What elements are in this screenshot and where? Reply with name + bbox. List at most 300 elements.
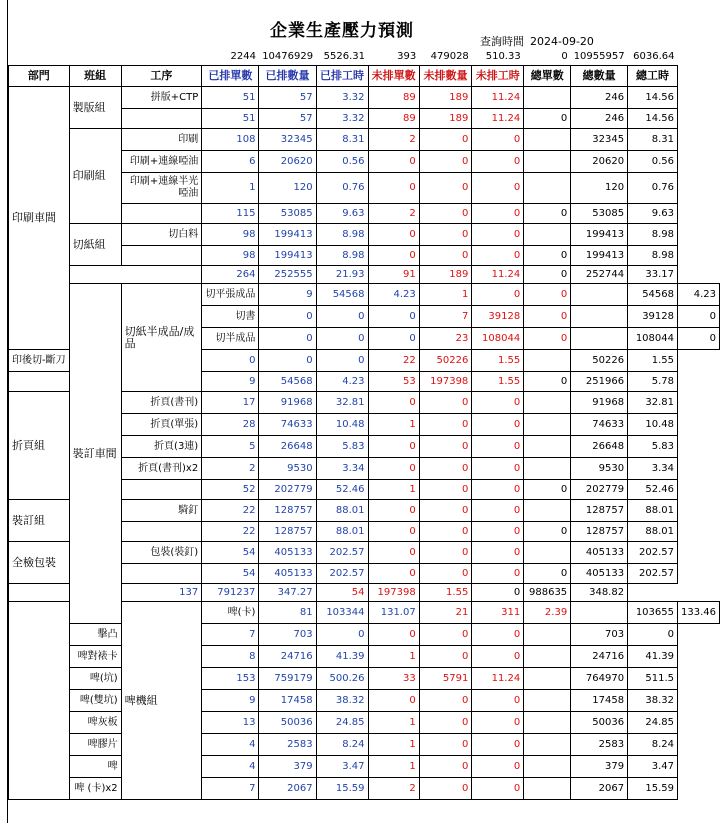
- process-cell: 印刷+連線半光啞油: [121, 173, 202, 204]
- value-cell: 4: [202, 756, 259, 778]
- column-header: 總數量: [571, 66, 628, 87]
- value-cell: 0: [678, 306, 720, 328]
- value-cell: 91968: [571, 392, 628, 414]
- value-cell: 1: [368, 646, 419, 668]
- value-cell: 0: [316, 328, 368, 350]
- subtotal-spacer: [9, 584, 122, 602]
- value-cell: [571, 306, 628, 328]
- value-cell: 98: [202, 246, 259, 266]
- value-cell: 11.24: [472, 109, 524, 129]
- value-cell: 0: [472, 224, 524, 246]
- value-cell: 0: [419, 522, 472, 542]
- value-cell: 128757: [571, 522, 628, 542]
- group-cell: 折頁組: [9, 392, 70, 500]
- process-cell: 切白料: [121, 224, 202, 246]
- process-cell: 啤對裱卡: [69, 646, 121, 668]
- process-row: [9, 87, 720, 109]
- subtotal-spacer: [121, 522, 202, 542]
- column-header: 未排單數: [368, 66, 419, 87]
- subtotal-spacer: [121, 480, 202, 500]
- value-cell: 32345: [259, 129, 316, 151]
- value-cell: 0: [419, 756, 472, 778]
- process-cell: 印後切-斷刀: [9, 350, 70, 372]
- process-cell: 印刷: [121, 129, 202, 151]
- value-cell: 57: [259, 109, 316, 129]
- value-cell: 0: [472, 690, 524, 712]
- value-cell: 0: [368, 224, 419, 246]
- value-cell: 0: [419, 624, 472, 646]
- value-cell: 103344: [316, 602, 368, 624]
- column-header: 已排工時: [316, 66, 368, 87]
- value-cell: 0: [368, 328, 419, 350]
- value-cell: 0: [524, 306, 571, 328]
- value-cell: 0: [419, 646, 472, 668]
- value-cell: 33.17: [628, 266, 678, 284]
- group-cell: 製版組: [69, 87, 121, 129]
- value-cell: 50036: [259, 712, 316, 734]
- value-cell: 0: [419, 458, 472, 480]
- value-cell: 128757: [259, 500, 316, 522]
- process-cell: 啤: [69, 756, 121, 778]
- value-cell: 2.39: [524, 602, 571, 624]
- value-cell: 91: [368, 266, 419, 284]
- subtotal-spacer: [121, 109, 202, 129]
- value-cell: 264: [202, 266, 259, 284]
- process-row: [9, 734, 720, 756]
- subtotal-spacer: [121, 204, 202, 224]
- value-cell: 0: [419, 224, 472, 246]
- column-header: 已排數量: [259, 66, 316, 87]
- value-cell: 252555: [259, 266, 316, 284]
- value-cell: 311: [472, 602, 524, 624]
- value-cell: 1: [368, 712, 419, 734]
- value-cell: 22: [202, 522, 259, 542]
- value-cell: 1.55: [472, 350, 524, 372]
- process-cell: 拼版+CTP: [121, 87, 202, 109]
- value-cell: 2067: [259, 778, 316, 800]
- column-header: 工序: [121, 66, 202, 87]
- value-cell: 1: [202, 173, 259, 204]
- value-cell: 108044: [628, 328, 678, 350]
- process-cell: 啤(卡): [202, 602, 259, 624]
- value-cell: 0: [472, 151, 524, 173]
- value-cell: 0: [472, 129, 524, 151]
- group-cell: 切紙組: [69, 224, 121, 266]
- value-cell: 0: [368, 246, 419, 266]
- value-cell: [524, 87, 571, 109]
- value-cell: 0: [419, 480, 472, 500]
- value-cell: 0: [316, 306, 368, 328]
- value-cell: 0: [524, 328, 571, 350]
- process-row: [9, 690, 720, 712]
- value-cell: 0: [472, 712, 524, 734]
- value-cell: 764970: [571, 668, 628, 690]
- value-cell: 1: [368, 480, 419, 500]
- value-cell: 0: [368, 500, 419, 522]
- value-cell: 32345: [571, 129, 628, 151]
- value-cell: 10.48: [628, 414, 678, 436]
- value-cell: 0: [419, 500, 472, 522]
- value-cell: 0.76: [628, 173, 678, 204]
- value-cell: [524, 734, 571, 756]
- value-cell: 54: [202, 542, 259, 564]
- value-cell: 3.47: [316, 756, 368, 778]
- value-cell: 0: [472, 584, 524, 602]
- value-cell: 128757: [571, 500, 628, 522]
- value-cell: 189: [419, 87, 472, 109]
- value-cell: 0: [524, 204, 571, 224]
- value-cell: 0: [678, 328, 720, 350]
- value-cell: 3.47: [628, 756, 678, 778]
- value-cell: 0: [419, 414, 472, 436]
- value-cell: 0: [259, 350, 316, 372]
- value-cell: 0: [472, 204, 524, 224]
- value-cell: 405133: [571, 542, 628, 564]
- column-header: 未排數量: [419, 66, 472, 87]
- value-cell: 0: [368, 690, 419, 712]
- value-cell: 2583: [571, 734, 628, 756]
- value-cell: 98: [202, 224, 259, 246]
- value-cell: 0: [472, 564, 524, 584]
- value-cell: 0: [472, 500, 524, 522]
- value-cell: 8.24: [316, 734, 368, 756]
- value-cell: 14.56: [628, 109, 678, 129]
- value-cell: 38.32: [628, 690, 678, 712]
- value-cell: 8.31: [628, 129, 678, 151]
- value-cell: 0: [524, 522, 571, 542]
- value-cell: 199413: [571, 224, 628, 246]
- value-cell: 0: [472, 756, 524, 778]
- value-cell: 5.83: [316, 436, 368, 458]
- value-cell: 0: [419, 778, 472, 800]
- value-cell: 0: [368, 173, 419, 204]
- value-cell: 57: [259, 87, 316, 109]
- value-cell: 0: [419, 542, 472, 564]
- value-cell: 13: [202, 712, 259, 734]
- value-cell: 202779: [571, 480, 628, 500]
- value-cell: 15.59: [316, 778, 368, 800]
- value-cell: 1: [368, 734, 419, 756]
- value-cell: [524, 414, 571, 436]
- value-cell: 9530: [259, 458, 316, 480]
- group-cell: 啤機組: [121, 602, 202, 800]
- value-cell: 202.57: [316, 542, 368, 564]
- value-cell: 21: [419, 602, 472, 624]
- department-subtotal-row: [9, 584, 720, 602]
- value-cell: 0: [472, 436, 524, 458]
- value-cell: 0: [368, 306, 419, 328]
- value-cell: 108044: [472, 328, 524, 350]
- value-cell: 4.23: [368, 284, 419, 306]
- report-title: 企業生產壓力預測: [270, 21, 414, 41]
- value-cell: 0: [419, 392, 472, 414]
- value-cell: 54568: [316, 284, 368, 306]
- value-cell: 347.27: [259, 584, 316, 602]
- value-cell: 703: [259, 624, 316, 646]
- value-cell: 246: [571, 87, 628, 109]
- value-cell: [524, 778, 571, 800]
- totals-spacer: [121, 48, 202, 66]
- value-cell: 189: [419, 109, 472, 129]
- value-cell: [571, 602, 628, 624]
- value-cell: 22: [368, 350, 419, 372]
- value-cell: 0: [524, 372, 571, 392]
- value-cell: 38.32: [316, 690, 368, 712]
- value-cell: 9530: [571, 458, 628, 480]
- value-cell: 0: [472, 480, 524, 500]
- value-cell: 379: [259, 756, 316, 778]
- process-row: [9, 778, 720, 800]
- value-cell: 2067: [571, 778, 628, 800]
- column-header: 未排工時: [472, 66, 524, 87]
- value-cell: 2: [368, 129, 419, 151]
- value-cell: 9.63: [316, 204, 368, 224]
- grand-total-cell: 10476929: [262, 50, 314, 62]
- value-cell: 1: [419, 284, 472, 306]
- grand-total-cell: 510.33: [485, 50, 521, 62]
- value-cell: 0.56: [628, 151, 678, 173]
- column-header: 已排單數: [202, 66, 259, 87]
- column-header: 總工時: [628, 66, 678, 87]
- value-cell: 189: [419, 266, 472, 284]
- column-header: 總單數: [524, 66, 571, 87]
- value-cell: 74633: [571, 414, 628, 436]
- value-cell: 199413: [571, 246, 628, 266]
- process-cell: 騎釘: [121, 500, 202, 522]
- group-cell: 全檢包裝: [9, 542, 70, 584]
- value-cell: [524, 436, 571, 458]
- value-cell: 0.56: [316, 151, 368, 173]
- value-cell: 10.48: [316, 414, 368, 436]
- value-cell: [524, 350, 571, 372]
- value-cell: [524, 392, 571, 414]
- department-cell: 印刷車間: [9, 87, 70, 350]
- value-cell: 0.76: [316, 173, 368, 204]
- value-cell: 0: [524, 109, 571, 129]
- grand-total-cell: 6036.64: [633, 50, 675, 62]
- value-cell: 131.07: [368, 602, 419, 624]
- value-cell: 11.24: [472, 266, 524, 284]
- value-cell: 1: [368, 756, 419, 778]
- group-cell: 裝訂組: [9, 500, 70, 542]
- value-cell: 0: [368, 542, 419, 564]
- value-cell: [524, 542, 571, 564]
- value-cell: [571, 284, 628, 306]
- value-cell: 4.23: [316, 372, 368, 392]
- value-cell: 202.57: [628, 564, 678, 584]
- value-cell: 202779: [259, 480, 316, 500]
- value-cell: [524, 151, 571, 173]
- value-cell: 153: [202, 668, 259, 690]
- value-cell: 50226: [419, 350, 472, 372]
- value-cell: 52.46: [316, 480, 368, 500]
- grand-totals-row: [9, 48, 720, 66]
- value-cell: 9: [202, 690, 259, 712]
- value-cell: 0: [419, 173, 472, 204]
- value-cell: 39128: [472, 306, 524, 328]
- subtotal-spacer: [121, 246, 202, 266]
- value-cell: 197398: [368, 584, 419, 602]
- value-cell: 21.93: [316, 266, 368, 284]
- value-cell: 3.34: [316, 458, 368, 480]
- value-cell: 20620: [259, 151, 316, 173]
- query-time-date: 2024-09-20: [530, 35, 594, 48]
- value-cell: 8.24: [628, 734, 678, 756]
- value-cell: 51: [202, 109, 259, 129]
- process-row: [9, 624, 720, 646]
- production-table: [8, 48, 720, 800]
- value-cell: 0: [419, 246, 472, 266]
- value-cell: 0: [419, 151, 472, 173]
- value-cell: 28: [202, 414, 259, 436]
- value-cell: 41.39: [316, 646, 368, 668]
- value-cell: 120: [259, 173, 316, 204]
- value-cell: 0: [316, 624, 368, 646]
- process-row: [9, 284, 720, 306]
- value-cell: 0: [368, 564, 419, 584]
- subtotal-spacer: [69, 266, 202, 284]
- value-cell: 405133: [259, 542, 316, 564]
- value-cell: 0: [316, 350, 368, 372]
- value-cell: 133.46: [678, 602, 720, 624]
- value-cell: 405133: [259, 564, 316, 584]
- value-cell: 41.39: [628, 646, 678, 668]
- value-cell: 0: [259, 306, 316, 328]
- value-cell: [524, 129, 571, 151]
- value-cell: 3.34: [628, 458, 678, 480]
- process-row: [9, 224, 720, 246]
- grand-total-cell: 5526.31: [323, 50, 365, 62]
- value-cell: 17458: [571, 690, 628, 712]
- process-cell: 折頁(3連): [121, 436, 202, 458]
- value-cell: 3.32: [316, 87, 368, 109]
- value-cell: [524, 224, 571, 246]
- value-cell: 8.31: [316, 129, 368, 151]
- grand-total-cell: 0: [561, 50, 568, 62]
- value-cell: 0: [368, 522, 419, 542]
- value-cell: 1: [368, 414, 419, 436]
- department-cell: 裝訂車間: [69, 284, 121, 624]
- value-cell: 11.24: [472, 668, 524, 690]
- grand-total-cell: 10955957: [573, 50, 625, 62]
- value-cell: 4: [202, 734, 259, 756]
- value-cell: 759179: [259, 668, 316, 690]
- group-cell: 印刷組: [69, 129, 121, 224]
- value-cell: 54: [202, 564, 259, 584]
- value-cell: 24716: [571, 646, 628, 668]
- value-cell: [524, 646, 571, 668]
- value-cell: 17: [202, 392, 259, 414]
- value-cell: 50226: [571, 350, 628, 372]
- value-cell: 2: [368, 778, 419, 800]
- query-time: [480, 33, 600, 49]
- value-cell: 1.55: [472, 372, 524, 392]
- value-cell: 511.5: [628, 668, 678, 690]
- value-cell: 0: [524, 284, 571, 306]
- process-cell: 啤灰板: [69, 712, 121, 734]
- value-cell: 22: [202, 500, 259, 522]
- value-cell: 202.57: [316, 564, 368, 584]
- value-cell: 0: [368, 392, 419, 414]
- value-cell: 0: [472, 778, 524, 800]
- value-cell: [524, 500, 571, 522]
- value-cell: 0: [524, 246, 571, 266]
- value-cell: 89: [368, 87, 419, 109]
- subtotal-spacer: [9, 372, 70, 392]
- value-cell: 791237: [202, 584, 259, 602]
- process-cell: 啤膠片: [69, 734, 121, 756]
- grand-total-cell: 393: [397, 50, 417, 62]
- value-cell: 348.82: [571, 584, 628, 602]
- totals-spacer: [69, 48, 121, 66]
- process-cell: 擊凸: [69, 624, 121, 646]
- value-cell: 53085: [571, 204, 628, 224]
- subtotal-spacer: [121, 564, 202, 584]
- value-cell: 15.59: [628, 778, 678, 800]
- value-cell: 0: [472, 734, 524, 756]
- value-cell: 26648: [571, 436, 628, 458]
- value-cell: 246: [571, 109, 628, 129]
- value-cell: 23: [419, 328, 472, 350]
- value-cell: 81: [259, 602, 316, 624]
- value-cell: 5.83: [628, 436, 678, 458]
- process-cell: 啤 (卡)x2: [69, 778, 121, 800]
- value-cell: 0: [472, 414, 524, 436]
- department-cell: [9, 602, 70, 800]
- value-cell: 14.56: [628, 87, 678, 109]
- value-cell: 0: [419, 734, 472, 756]
- value-cell: 11.24: [472, 87, 524, 109]
- value-cell: 91968: [259, 392, 316, 414]
- value-cell: 405133: [571, 564, 628, 584]
- value-cell: 197398: [419, 372, 472, 392]
- value-cell: [524, 668, 571, 690]
- process-cell: 折頁(書刊)x2: [121, 458, 202, 480]
- value-cell: 7: [202, 624, 259, 646]
- value-cell: 8.98: [628, 224, 678, 246]
- value-cell: 3.32: [316, 109, 368, 129]
- value-cell: 8.98: [628, 246, 678, 266]
- value-cell: 33: [368, 668, 419, 690]
- value-cell: 52.46: [628, 480, 678, 500]
- value-cell: 0: [472, 624, 524, 646]
- value-cell: 7: [202, 778, 259, 800]
- value-cell: [524, 712, 571, 734]
- value-cell: 0: [472, 458, 524, 480]
- value-cell: 5.78: [628, 372, 678, 392]
- value-cell: 7: [419, 306, 472, 328]
- column-header: 部門: [9, 66, 70, 87]
- value-cell: 379: [571, 756, 628, 778]
- value-cell: [524, 756, 571, 778]
- value-cell: 0: [368, 151, 419, 173]
- process-cell: 切平張成品: [202, 284, 259, 306]
- value-cell: 39128: [628, 306, 678, 328]
- value-cell: [524, 173, 571, 204]
- value-cell: 2: [202, 458, 259, 480]
- value-cell: 88.01: [316, 522, 368, 542]
- value-cell: 0: [472, 646, 524, 668]
- value-cell: 0: [472, 522, 524, 542]
- value-cell: 0: [419, 436, 472, 458]
- value-cell: 1.55: [419, 584, 472, 602]
- value-cell: 53: [368, 372, 419, 392]
- column-header: 班組: [69, 66, 121, 87]
- value-cell: 88.01: [628, 522, 678, 542]
- value-cell: 0: [472, 392, 524, 414]
- value-cell: 17458: [259, 690, 316, 712]
- process-row: [9, 756, 720, 778]
